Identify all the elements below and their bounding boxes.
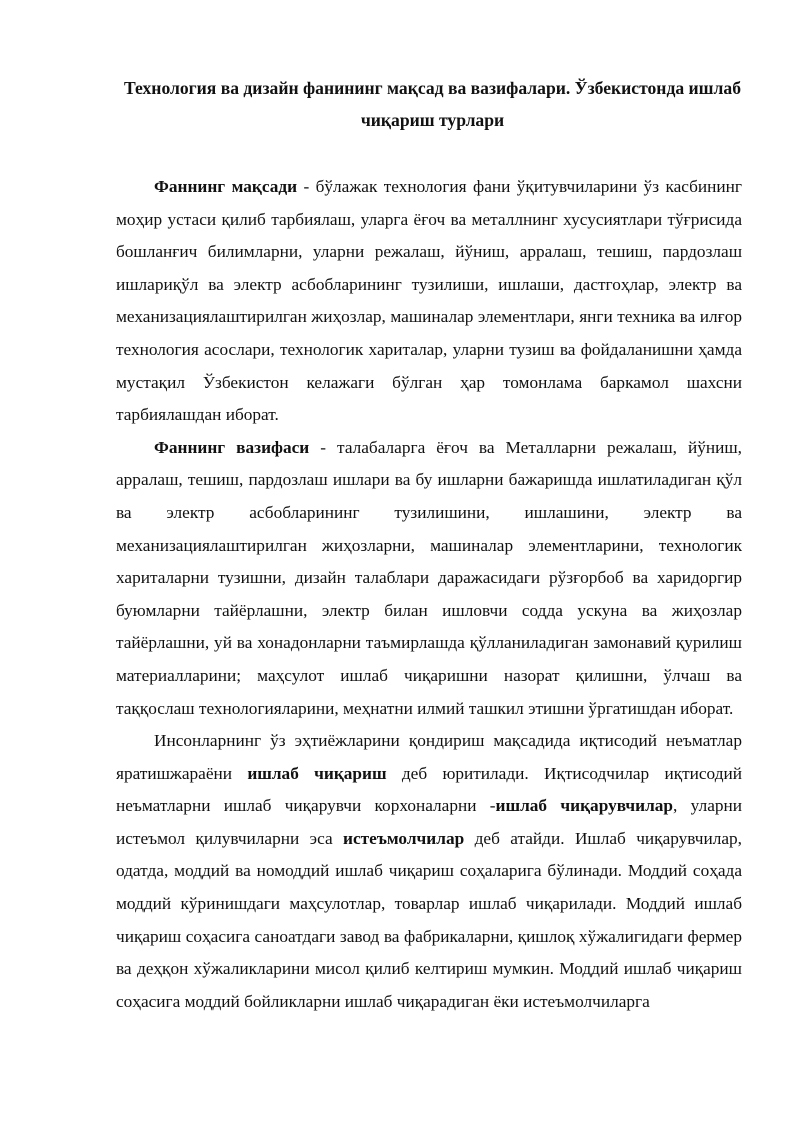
production-text-a: Инсонларнинг ўз эҳтиёжларини қондириш мақсадида иқтисодий неъматлар яратишжараёни <box>116 731 742 783</box>
title-line-2: чиқариш турлари <box>360 110 505 130</box>
paragraph-tasks <box>116 432 742 725</box>
document-body <box>116 171 742 1018</box>
term-tasks: Фаннинг вазифаси <box>154 437 310 457</box>
production-text-d: деб атайди. Ишлаб чиқарувчилар, одатда, моддий ва номоддий ишлаб чиқариш соҳаларига бўлинади. Моддий соҳада моддий кўринишдаги маҳсулотлар, товарлар ишлаб чиқарилади. Моддий ишлаб чиқариш соҳасига саноатдаги завод ва фабрикаларни, қишлоқ хўжалигидаги фермер ва деҳқон хўжаликларини мисол қилиб келтириш мумкин. Моддий ишлаб чиқариш соҳасига моддий бойликларни ишлаб чиқарадиган ёки истеъмолчиларга <box>116 828 742 1011</box>
paragraph-production <box>116 725 742 1018</box>
term-consumers: истеъмолчилар <box>343 828 465 848</box>
paragraph-goal-text: - бўлажак технология фани ўқитувчиларини ўз касбининг моҳир устаси қилиб тарбиялаш, уларга ёғоч ва металлнинг хусусиятлари тўғрисида бошланғич билимларни, уларни режалаш, йўниш, арралаш, тешиш, пардозлаш ишлариқўл ва электр асбобларининг тузилиши, ишлаши, дастгоҳлар, электр ва механизациялаштирилган жиҳозлар, машиналар элементлари, янги техника ва илғор технология асослари, технологик хариталар, уларни тузиш ва фойдаланишни ҳамда мустақил Ўзбекистон келажаги бўлган ҳар томонлама баркамол шахсни тарбиялашдан иборат. <box>116 177 742 425</box>
term-producers: ишлаб чиқарувчилар <box>495 796 674 816</box>
term-goal: Фаннинг мақсади <box>154 177 298 196</box>
document-title <box>90 72 775 136</box>
paragraph-tasks-text: - талабаларга ёғоч ва Металларни режалаш, йўниш, арралаш, тешиш, пардозлаш ишлари ва бу ишларни бажаришда ишлатиладиган қўл ва электр асбобларининг тузилишини, ишлашини, электр ва механизациялаштирилган жиҳозларни, машиналар элементларини, технологик хариталарни тузишни, дизайн талаблари даражасидаги рўзғорбоб ва харидоргир буюмларни тайёрлашни, электр билан ишловчи содда ускуна ва жиҳозлар тайёрлашни, уй ва хонадонларни таъмирлашда қўлланиладиган замонавий қурилиш материалларини; маҳсулот ишлаб чиқаришни назорат қилишни, ўлчаш ва таққослаш технологияларини, меҳнатни илмий ташкил этишни ўргатишдан иборат. <box>116 437 742 718</box>
production-text-b: деб юритилади. Иқтисодчилар иқтисодий неъматларни ишлаб чиқарувчи корхоналарни - <box>116 763 742 816</box>
term-production: ишлаб чиқариш <box>247 763 387 783</box>
production-text-c: , уларни истеъмол қилувчиларни эса <box>116 796 742 848</box>
paragraph-goal <box>116 171 742 432</box>
title-line-1: Технология ва дизайн фанининг мақсад ва вазифалари. Ўзбекистонда ишлаб <box>123 78 741 98</box>
